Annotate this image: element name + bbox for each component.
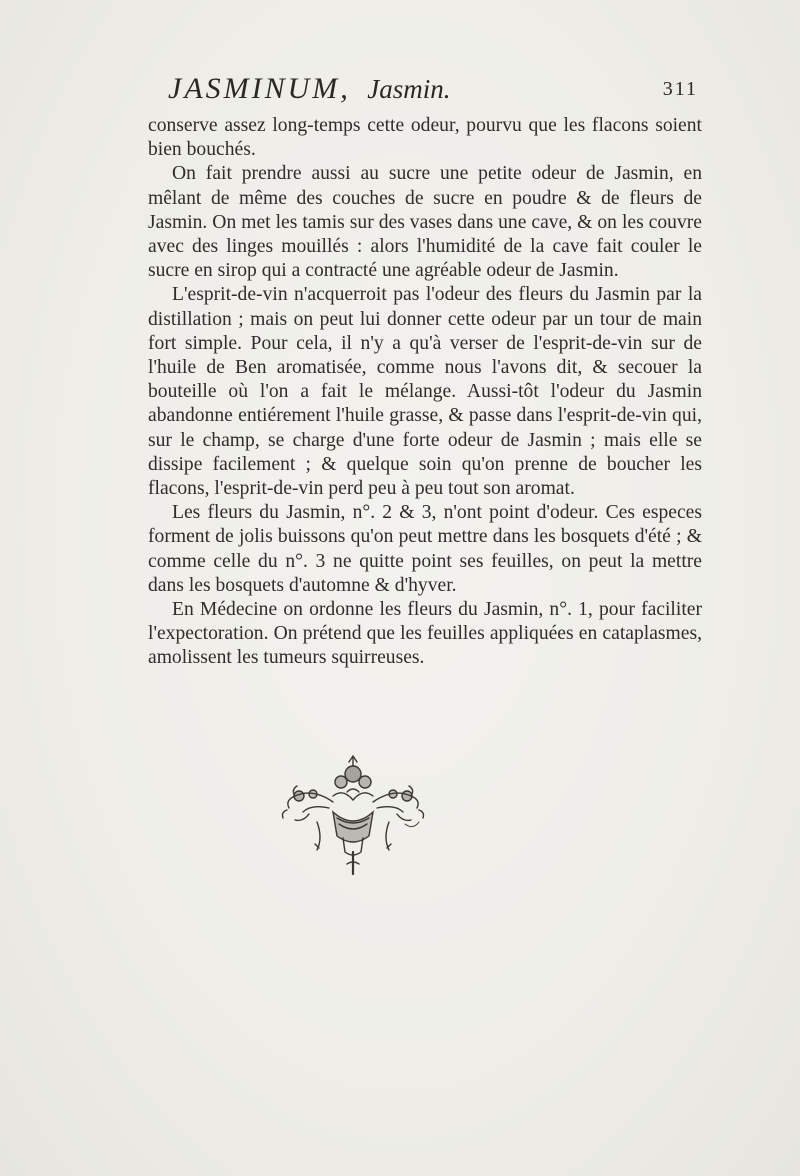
running-title-main: JASMINUM, (168, 72, 351, 105)
paragraph-5: En Médecine on ordonne les fleurs du Jasmin, n°. 1, pour faciliter l'expectoration. On prétend que les feuilles appliquées en cataplasmes, amolissent les tumeurs squirreuses. (148, 599, 702, 669)
paragraph-2: On fait prendre aussi au sucre une petite odeur de Jasmin, en mêlant de même des couches de sucre en poudre & de fleurs de Jasmin. On met les tamis sur des vases dans une cave, & on les couvre avec des linges mouillés : alors l'humidité de la cave fait couler le sucre en sirop qui a contracté une agréable odeur de Jasmin. (148, 163, 702, 282)
running-title-sub: Jasmin. (367, 74, 451, 104)
body-text (148, 114, 702, 671)
page-header (168, 72, 698, 112)
paragraph-1: conserve assez long-temps cette odeur, pourvu que les flacons soient bien bouchés. (148, 115, 702, 161)
paragraph-4: Les fleurs du Jasmin, n°. 2 & 3, n'ont point d'odeur. Ces especes forment de jolis buissons qu'on peut mettre dans les bosquets d'été ; & comme celle du n°. 3 ne quitte point ses feuilles, on peut la mettre dans les bosquets d'automne & d'hyver. (148, 502, 702, 596)
page-number: 311 (662, 78, 698, 100)
running-title (168, 72, 451, 106)
floral-vignette-ornament-icon (273, 752, 433, 876)
paragraph-3: L'esprit-de-vin n'acquerroit pas l'odeur des fleurs du Jasmin par la distillation ; mais on peut lui donner cette odeur par un tour de main fort simple. Pour cela, il n'y a qu'à verser de l'esprit-de-vin sur de l'huile de Ben aromatisée, comme nous l'avons dit, & secouer la bouteille où l'on a fait le mélange. Aussi-tôt l'odeur du Jasmin abandonne entiérement l'huile grasse, & passe dans l'esprit-de-vin qui, sur le champ, se charge d'une forte odeur de Jasmin ; mais elle se dissipe facilement ; & quelque soin qu'on prenne de boucher les flacons, l'esprit-de-vin perd peu à peu tout son aromat. (148, 284, 702, 500)
